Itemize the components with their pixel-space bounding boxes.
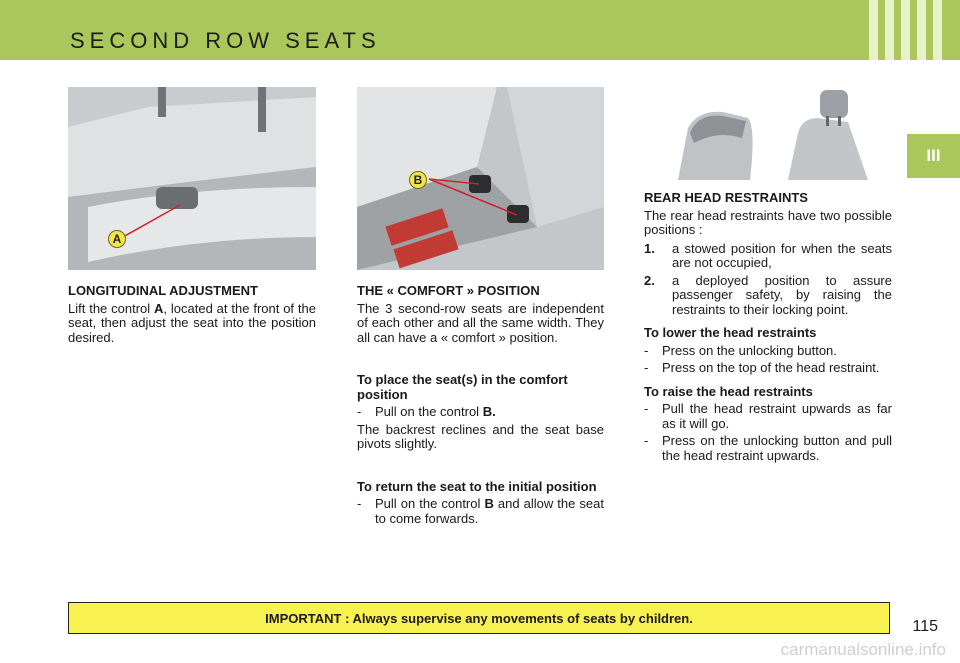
list-item: 1. a stowed position for when the seats are not occupied,	[644, 240, 892, 270]
list-item: - Press on the top of the head restraint.	[644, 360, 880, 375]
section-intro: The 3 second-row seats are independent of each other and all the same width. They all can have a « comfort » position.	[357, 300, 604, 345]
seat-base-illustration	[357, 87, 604, 270]
list-item: - Pull on the control B.	[357, 404, 496, 419]
page-number: 115	[912, 618, 938, 635]
figure-longitudinal-adjustment	[68, 87, 316, 270]
section-title: THE « COMFORT » POSITION	[357, 283, 540, 298]
watermark: carmanualsonline.info	[780, 640, 946, 659]
important-banner: IMPORTANT : Always supervise any movements of seats by children.	[68, 602, 890, 634]
subsection-title: To place the seat(s) in the comfort position	[357, 372, 568, 402]
page-header	[0, 0, 960, 60]
chapter-tab[interactable]: III	[907, 134, 960, 178]
page-title: SECOND ROW SEATS	[70, 28, 381, 53]
section-title: LONGITUDINAL ADJUSTMENT	[68, 283, 258, 298]
head-restraints-illustration	[668, 88, 886, 180]
figure-label-a: A	[108, 230, 126, 248]
list-item: - Press on the unlocking button and pull the head restraint upwards.	[644, 433, 892, 463]
subsection-title: To return the seat to the initial position	[357, 478, 597, 494]
figure-comfort-position	[357, 87, 604, 270]
section-title: REAR HEAD RESTRAINTS	[644, 190, 808, 205]
seat-illustration	[68, 87, 316, 270]
comfort-position-section	[357, 284, 604, 529]
section-body: Lift the control A, located at the front of the seat, then adjust the seat into the position desired.	[68, 300, 316, 345]
subsection-title: To raise the head restraints	[644, 383, 813, 399]
figure-label-b: B	[409, 171, 427, 189]
section-note: The backrest reclines and the seat base pivots slightly.	[357, 421, 604, 451]
list-item: - Press on the unlocking button.	[644, 342, 837, 358]
head-restraints-section	[644, 191, 892, 466]
list-item: 2. a deployed position to assure passenger safety, by raising the restraints to their locking point.	[644, 272, 892, 317]
figure-head-restraints	[668, 88, 886, 180]
subsection-title: To lower the head restraints	[644, 325, 817, 340]
section-intro: The rear head restraints have two possible positions :	[644, 207, 892, 237]
list-item: - Pull the head restraint upwards as far as it will go.	[644, 401, 892, 431]
longitudinal-adjustment-section	[68, 284, 316, 349]
header-stripes	[869, 0, 942, 60]
list-item: - Pull on the control B and allow the seat to come forwards.	[357, 496, 604, 526]
